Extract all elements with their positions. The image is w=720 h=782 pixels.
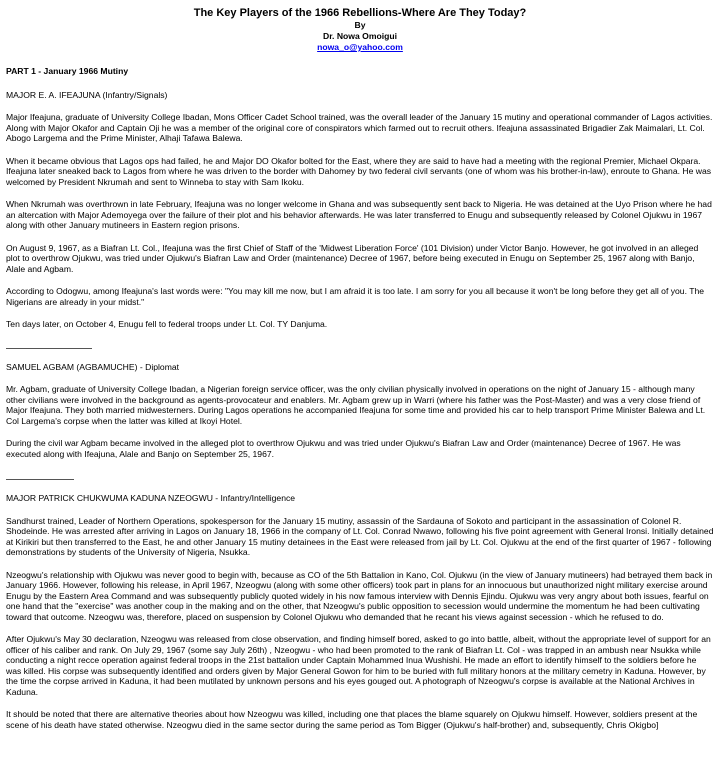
document-header xyxy=(6,7,714,53)
paragraph: After Ojukwu's May 30 declaration, Nzeogwu was released from close observation, and finding himself bored, asked to go into battle, albeit, without the appropriate level of support for an officer of his caliber and rank. On July 29, 1967 (some say July 26th) , Nzeogwu - who had been promoted to the rank of Biafran Lt. Col - was trapped in an ambush near Nsukka while conducting a night recce operation against federal troops in the 21st battalion under Captain Mohammed Inua Wushishi. He made an effort to identify himself to the soldiers before he was killed. His corpse was subsequently identified and orders given by Major General Gowon for him to be buried with full military honors at the military cemetry in Kaduna. However, by the time the corpse arrived in Kaduna, it had been mutilated by unknown persons and his eyes gouged out. A photograph of Nzeogwu's corpse is available at the National Archives in Kaduna. xyxy=(6,634,711,697)
paragraph: On August 9, 1967, as a Biafran Lt. Col., Ifeajuna was the first Chief of Staff of the 'Midwest Liberation Force' (101 Division) under Victor Banjo. However, he got involved in an alleged plot to overthrow Ojukwu, was tried under Ojukwu's Biafran Law and Order (maintenance) Decree of 1967, before being executed in Enugu on September 25, 1967 along with Banjo, Alale and Agbam. xyxy=(6,242,699,274)
paragraph: Nzeogwu's relationship with Ojukwu was never good to begin with, because as CO of the 5th Battalion in Kano, Col. Ojukwu (in the view of January mutineers) had betrayed them back in January 1966. However, following his release, in April 1967, Nzeogwu (along with some other officers) took part in plans for an innocuous but unauthorized night military exercise around Enugu by the Eastern Area Command and was subsequently publicly quoted widely in his now famous interview with Dennis Ejindu. Ojukwu was very angry about both issues, fearful on one hand that the "exercise" was another coup in the making and on the other, that Nzeogwu's public opposition to secession would undermine the momentum he had been cultivating toward that outcome. Nzeogwu was, therefore, placed on suspension by Colonel Ojukwu who demanded that he recant his views against secession - which he refused to do. xyxy=(6,569,713,622)
section-divider xyxy=(6,479,74,480)
paragraph: When it became obvious that Lagos ops had failed, he and Major DO Okafor bolted for the East, where they are said to have had a meeting with the regional Premier, Michael Okpara. Ifeajuna later sneaked back to Lagos from where he was driven to the border with Dahomey by two federal civil servants (one of whom was his brother-in-law), enroute to Ghana. He was welcomed by President Nkrumah and sent to Winneba to stay with Sam Ikoku. xyxy=(6,155,712,187)
paragraph: When Nkrumah was overthrown in late February, Ifeajuna was no longer welcome in Ghana and was subsequently sent back to Nigeria. He was detained at the Uyo Prison where he had an altercation with Major Ademoyega over the failure of their plot and his behavior afterwards. He was later transferred to Enugu and subsequently released by Colonel Ojukwu in 1967 along with other January mutineers in Eastern region prisons. xyxy=(6,199,712,230)
author-name: Dr. Nowa Omoigui xyxy=(322,31,397,41)
paragraph: Mr. Agbam, graduate of University College Ibadan, a Nigerian foreign service officer, was the only civilian physically involved in operations on the night of January 15 - although many other civilians were involved in the background as agents-provocateur and enablers. Mr. Agbam grew up in Warri (where his father was the Post-Master) and was a very close friend of Major Ifeajuna. They both married midwesterners. During Lagos operations he accompanied Ifeajuna for some time and provided his car to help transport Prime Minister Balewa and Lt. Col Largema's corpse when the latter was killed at Ikoyi Hotel. xyxy=(6,384,706,426)
part-heading: PART 1 - January 1966 Mutiny xyxy=(6,66,129,76)
paragraph: Major Ifeajuna, graduate of University College Ibadan, Mons Officer Cadet School trained, was the overall leader of the January 15 mutiny and operational commander of Lagos activities. Along with Major Okafor and Captain Oji he was a member of the original core of conspirators which farmed out to recruit others. Ifeajuna assassinated Brigadier Zak Maimalari, Lt. Col. Abogo Largema and the Prime Minister, Alhaji Tafawa Balewa. xyxy=(6,112,713,143)
paragraph: Sandhurst trained, Leader of Northern Operations, spokesperson for the January 15 mutiny, assassin of the Sardauna of Sokoto and participant in the assassination of Colonel R. Shodeinde. He was arrested after arriving in Lagos on January 18, 1966 in the company of Lt. Col. Conrad Nwawo, following his five point agreement with General Ironsi. Initially detained at Kirikiri but then transferred to the East, he and other January 15 mutiny detainees in the East were released from jail by Lt. Col. Ojukwu at the end of the first quarter of 1967 - following demonstrations by students of the University of Nigeria, Nsukka. xyxy=(6,515,714,557)
paragraph: During the civil war Agbam became involved in the alleged plot to overthrow Ojukwu and was tried under Ojukwu's Biafran Law and Order (maintenance) Decree of 1967. He was executed along with Ifeajuna, Alale and Banjo on September 25, 1967. xyxy=(6,438,681,459)
author-email-link[interactable]: nowa_o@yahoo.com xyxy=(317,42,403,52)
paragraph: It should be noted that there are alternative theories about how Nzeogwu was killed, including one that places the blame squarely on Ojukwu himself. However, soldiers present at the scene of his death have stated otherwise. Nzeogwu died in the same sector during the same period as Tom Bigger (Ojukwu's half-brother) and, subsequently, Chris Okigbo] xyxy=(6,709,698,730)
document-title: The Key Players of the 1966 Rebellions-Where Are They Today? xyxy=(193,7,527,19)
section-heading-agbam: SAMUEL AGBAM (AGBAMUCHE) - Diplomat xyxy=(6,361,180,372)
section-heading-ifeajuna: MAJOR E. A. IFEAJUNA (Infantry/Signals) xyxy=(6,89,168,100)
paragraph: Ten days later, on October 4, Enugu fell to federal troops under Lt. Col. TY Danjuma. xyxy=(6,319,328,329)
section-heading-nzeogwu: MAJOR PATRICK CHUKWUMA KADUNA NZEOGWU - Infantry/Intelligence xyxy=(6,493,296,503)
paragraph: According to Odogwu, among Ifeajuna's last words were: "You may kill me now, but I am afraid it is too late. I am sorry for you all because it won't be long before they get all of you. The Nigerians are already in your midst." xyxy=(6,286,705,307)
section-divider xyxy=(6,348,92,349)
byline-by: By xyxy=(354,20,366,30)
